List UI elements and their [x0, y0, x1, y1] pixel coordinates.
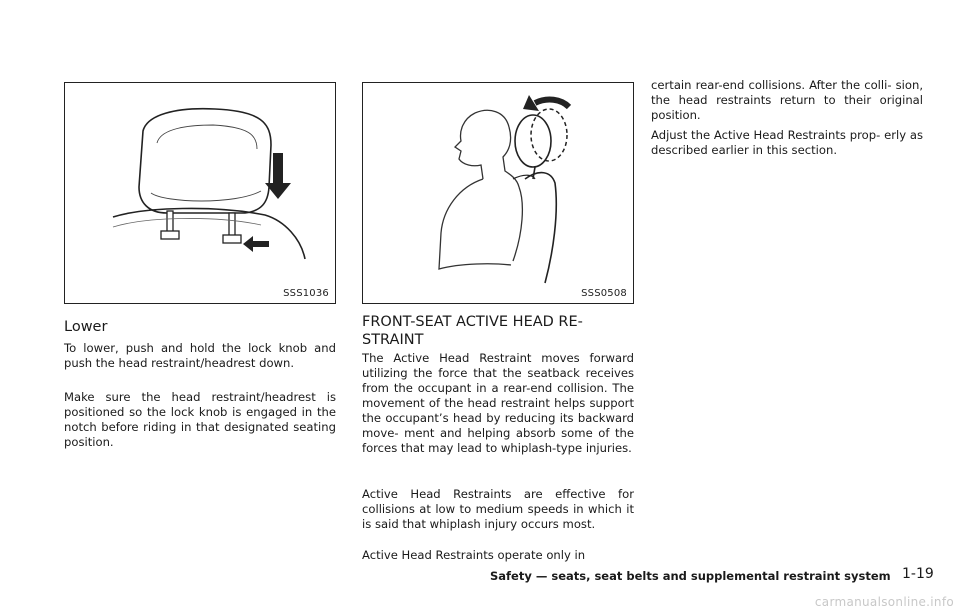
- paragraph: certain rear-end collisions. After the colli- sion, the head restraints return to their original position.: [651, 78, 923, 122]
- active-restraint-illustration: [363, 83, 635, 305]
- page-number: 1-19: [902, 566, 934, 582]
- section-heading-lower: Lower: [64, 319, 108, 335]
- section-heading-active-head-restraint: [362, 313, 634, 349]
- figure-code: SSS0508: [581, 288, 627, 299]
- paragraph: Make sure the head restraint/headrest is positioned so the lock knob is engaged in the notch before riding in that designated seating position.: [64, 390, 336, 449]
- paragraph: To lower, push and hold the lock knob and push the head restraint/headrest down.: [64, 341, 336, 370]
- headrest-lower-illustration: [65, 83, 337, 305]
- figure-active-head-restraint: [362, 82, 634, 304]
- paragraph: Active Head Restraints operate only in: [362, 548, 586, 562]
- figure-code: SSS1036: [283, 288, 329, 299]
- paragraph: Adjust the Active Head Restraints prop- erly as described earlier in this section.: [651, 128, 923, 157]
- heading-line: STRAINT: [362, 332, 424, 348]
- footer-section-title: Safety — seats, seat belts and supplemental restraint system: [490, 569, 891, 583]
- figure-headrest-lower: [64, 82, 336, 304]
- heading-line: FRONT-SEAT ACTIVE HEAD RE-: [362, 314, 583, 330]
- paragraph: Active Head Restraints are effective for collisions at low to medium speeds in which it is said that whiplash injury occurs most.: [362, 487, 634, 531]
- watermark: carmanualsonline.info: [814, 595, 954, 609]
- paragraph: The Active Head Restraint moves forward utilizing the force that the seatback receives from the occupant in a rear-end collision. The movement of the head restraint helps support the occupant’s head by reducing its backward move- ment and helping absorb some of the forces that may lead to whiplash-type injuries.: [362, 351, 634, 455]
